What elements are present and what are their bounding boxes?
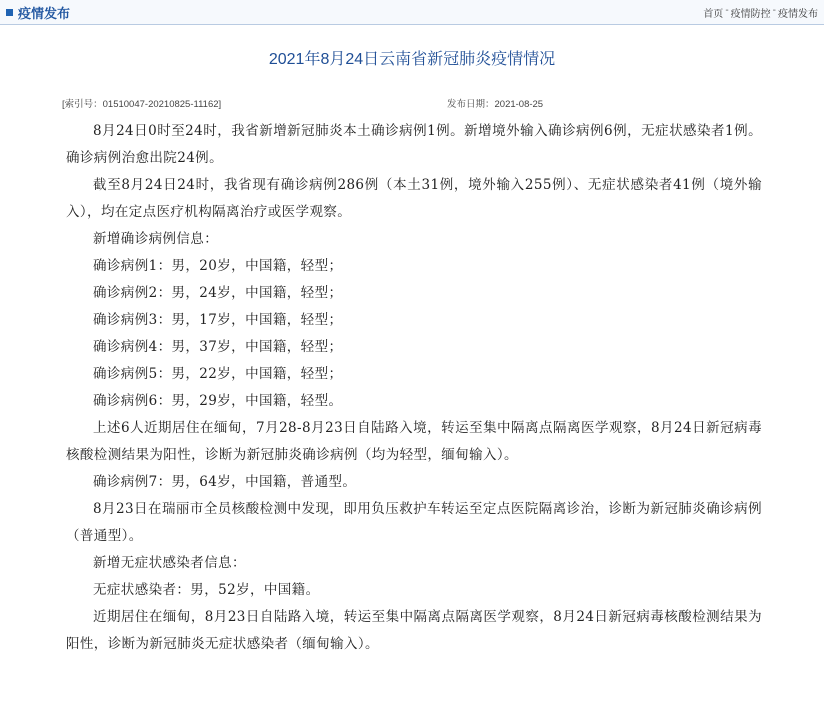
breadcrumb-epidemic-control-link[interactable]: 疫情防控 [730, 9, 771, 20]
publish-date: 发布日期：2021-08-25 [447, 99, 544, 110]
section-header [6, 3, 70, 22]
index-number: [索引号：01510047-20210825-11162] [62, 99, 222, 110]
breadcrumb-separator: - [772, 5, 776, 16]
paragraph: 新增确诊病例信息： [93, 231, 219, 247]
top-bar [0, 0, 824, 25]
paragraph: 8月24日0时至24时，我省新增新冠肺炎本土确诊病例1例。新增境外输入确诊病例6例，无症状感染者1例。确诊病例治愈出院24例。 [66, 123, 762, 166]
square-bullet-icon [6, 9, 13, 16]
paragraph: 确诊病例6：男，29岁，中国籍，轻型。 [93, 393, 343, 409]
paragraph: 近期居住在缅甸，8月23日自陆路入境，转运至集中隔离点隔离医学观察，8月24日新冠病毒核酸检测结果为阳性，诊断为新冠肺炎无症状感染者（缅甸输入）。 [66, 609, 762, 652]
article-title: 2021年8月24日云南省新冠肺炎疫情情况 [268, 51, 556, 68]
breadcrumb-separator: - [725, 5, 729, 16]
paragraph: 新增无症状感染者信息： [93, 555, 246, 571]
paragraph: 截至8月24日24时，我省现有确诊病例286例（本土31例，境外输入255例）、无症状感染者41例（境外输入），均在定点医疗机构隔离治疗或医学观察。 [66, 177, 762, 220]
breadcrumb-epidemic-release-link[interactable]: 疫情发布 [778, 9, 818, 20]
paragraph: 上述6人近期居住在缅甸，7月28-8月23日自陆路入境，转运至集中隔离点隔离医学观察，8月24日新冠病毒核酸检测结果为阳性，诊断为新冠肺炎确诊病例（均为轻型，缅甸输入）。 [66, 420, 762, 463]
paragraph: 确诊病例7：男，64岁，中国籍，普通型。 [93, 474, 357, 490]
paragraph: 确诊病例3：男，17岁，中国籍，轻型； [93, 312, 343, 328]
section-title: 疫情发布 [18, 6, 71, 21]
article-body [66, 118, 762, 658]
breadcrumb-home-link[interactable]: 首页 [703, 9, 724, 20]
paragraph: 无症状感染者：男，52岁，中国籍。 [93, 582, 320, 598]
paragraph: 确诊病例4：男，37岁，中国籍，轻型； [93, 339, 343, 355]
paragraph: 确诊病例1：男，20岁，中国籍，轻型； [93, 258, 343, 274]
paragraph: 8月23日在瑞丽市全员核酸检测中发现，即用负压救护车转运至定点医院隔离诊治，诊断为新冠肺炎确诊病例（普通型）。 [66, 501, 762, 544]
paragraph: 确诊病例5：男，22岁，中国籍，轻型； [93, 366, 343, 382]
paragraph: 确诊病例2：男，24岁，中国籍，轻型； [93, 285, 343, 301]
breadcrumb [703, 5, 818, 20]
